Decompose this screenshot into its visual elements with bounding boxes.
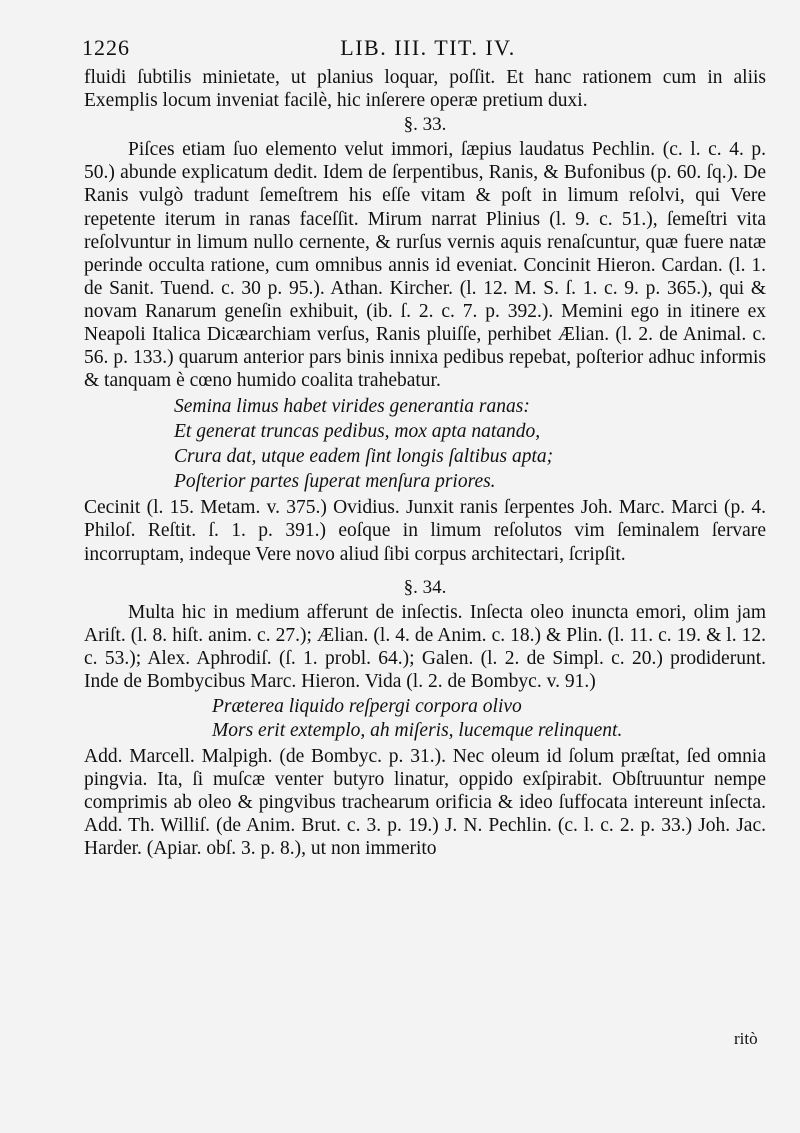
verse-block-2 (212, 695, 766, 743)
text-block (84, 36, 766, 861)
verse-line: Crura dat, utque eadem ſint longis ſaltibus apta; (174, 446, 554, 468)
verse-block-1 (174, 394, 766, 494)
verse-line: Præterea liquido reſpergi corpora olivo (212, 696, 522, 718)
verse-line: Poſterior partes ſuperat menſura priores. (174, 471, 496, 493)
paragraph-33b: Cecinit (l. 15. Metam. v. 375.) Ovidius. Junxit ranis ſerpentes Joh. Marc. Marci (p. 4. Philoſ. Reſtit. ſ. 1. p. 391.) eoſque in limum reſolutos vim ſeminalem ſervare incorruptam, indeque Vere novo aliud ſibi corpus architectari, ſcripſit. (84, 497, 766, 565)
page-number: 1226 (82, 35, 130, 60)
paragraph-34: Multa hic in medium afferunt de inſectis. Inſecta oleo inuncta emori, olim jam Ariſt. (l. 8. hiſt. anim. c. 27.); Ælian. (l. 4. de Anim. c. 18.) & Plin. (l. 11. c. 19. & l. 12. c. 53.); Alex. Aphrodiſ. (ſ. 1. probl. 64.); Galen. (l. 2. de Simpl. c. 20.) prodiderunt. Inde de Bombycibus Marc. Hieron. Vida (l. 2. de Bombyc. v. 91.) (84, 601, 766, 692)
paragraph-33: Piſces etiam ſuo elemento velut immori, ſæpius laudatus Pechlin. (c. l. c. 4. p. 50.) abunde explicatum dedit. Idem de ſerpentibus, Ranis, & Bufonibus (p. 60. ſq.). De Ranis vulgò tradunt ſemeſtrem his eſſe vitam & poſt in limum reſolvi, qui Vere repetente iterum in ranas faceſſit. Mirum narrat Plinius (l. 9. c. 51.), ſemeſtri vita reſolvuntur in limum nullo cernente, & rurſus vernis aquis renaſcuntur, quæ fuere natæ perinde occulta ratione, cum omnibus annis id eveniat. Concinit Hieron. Cardan. (l. 1. de Sanit. Tuend. c. 30 p. 95.). Athan. Kircher. (l. 12. M. S. ſ. 1. c. 9. p. 365.), qui & novam Ranarum geneſin exhibuit, (ib. ſ. 2. c. 7. p. 392.). Memini ego in itinere ex Neapoli Italica Dicæarchiam verſus, Ranis pluiſſe, perhibet Ælian. (l. 2. de Animal. c. 56. p. 133.) quarum anterior pars binis innixa pedibus repebat, poſterior adhuc informis & tanquam è cœno humido coalita trahebatur. (84, 139, 766, 392)
verse-line: Semina limus habet virides generantia ranas: (174, 396, 530, 418)
running-head: LIB. III. TIT. IV. (340, 35, 516, 60)
section-heading-33: §. 33. (403, 114, 447, 136)
verse-line: Mors erit extemplo, ah miſeris, lucemque relinquent. (212, 720, 623, 742)
paragraph-top: fluidi ſubtilis minietate, ut planius loquar, poſſit. Et hanc rationem cum in aliis Exemplis locum inveniat facilè, hic inſerere operæ pretium duxi. (84, 67, 766, 112)
section-heading-34: §. 34. (403, 576, 447, 598)
catchword: ritò (734, 1029, 758, 1048)
verse-line: Et generat truncas pedibus, mox apta natando, (174, 421, 541, 443)
page-header (82, 36, 766, 66)
paragraph-34b: Add. Marcell. Malpigh. (de Bombyc. p. 31.). Nec oleum id ſolum præſtat, ſed omnia pingvia. Ita, ſi muſcæ venter butyro linatur, oppido exſpirabit. Obſtruuntur nempe comprimis ab oleo & pingvibus trachearum orificia & ideo ſuffocata intereunt inſecta. Add. Th. Williſ. (de Anim. Brut. c. 3. p. 19.) J. N. Pechlin. (c. l. c. 2. p. 33.) Joh. Jac. Harder. (Apiar. obſ. 3. p. 8.), ut non immerito (84, 746, 766, 860)
